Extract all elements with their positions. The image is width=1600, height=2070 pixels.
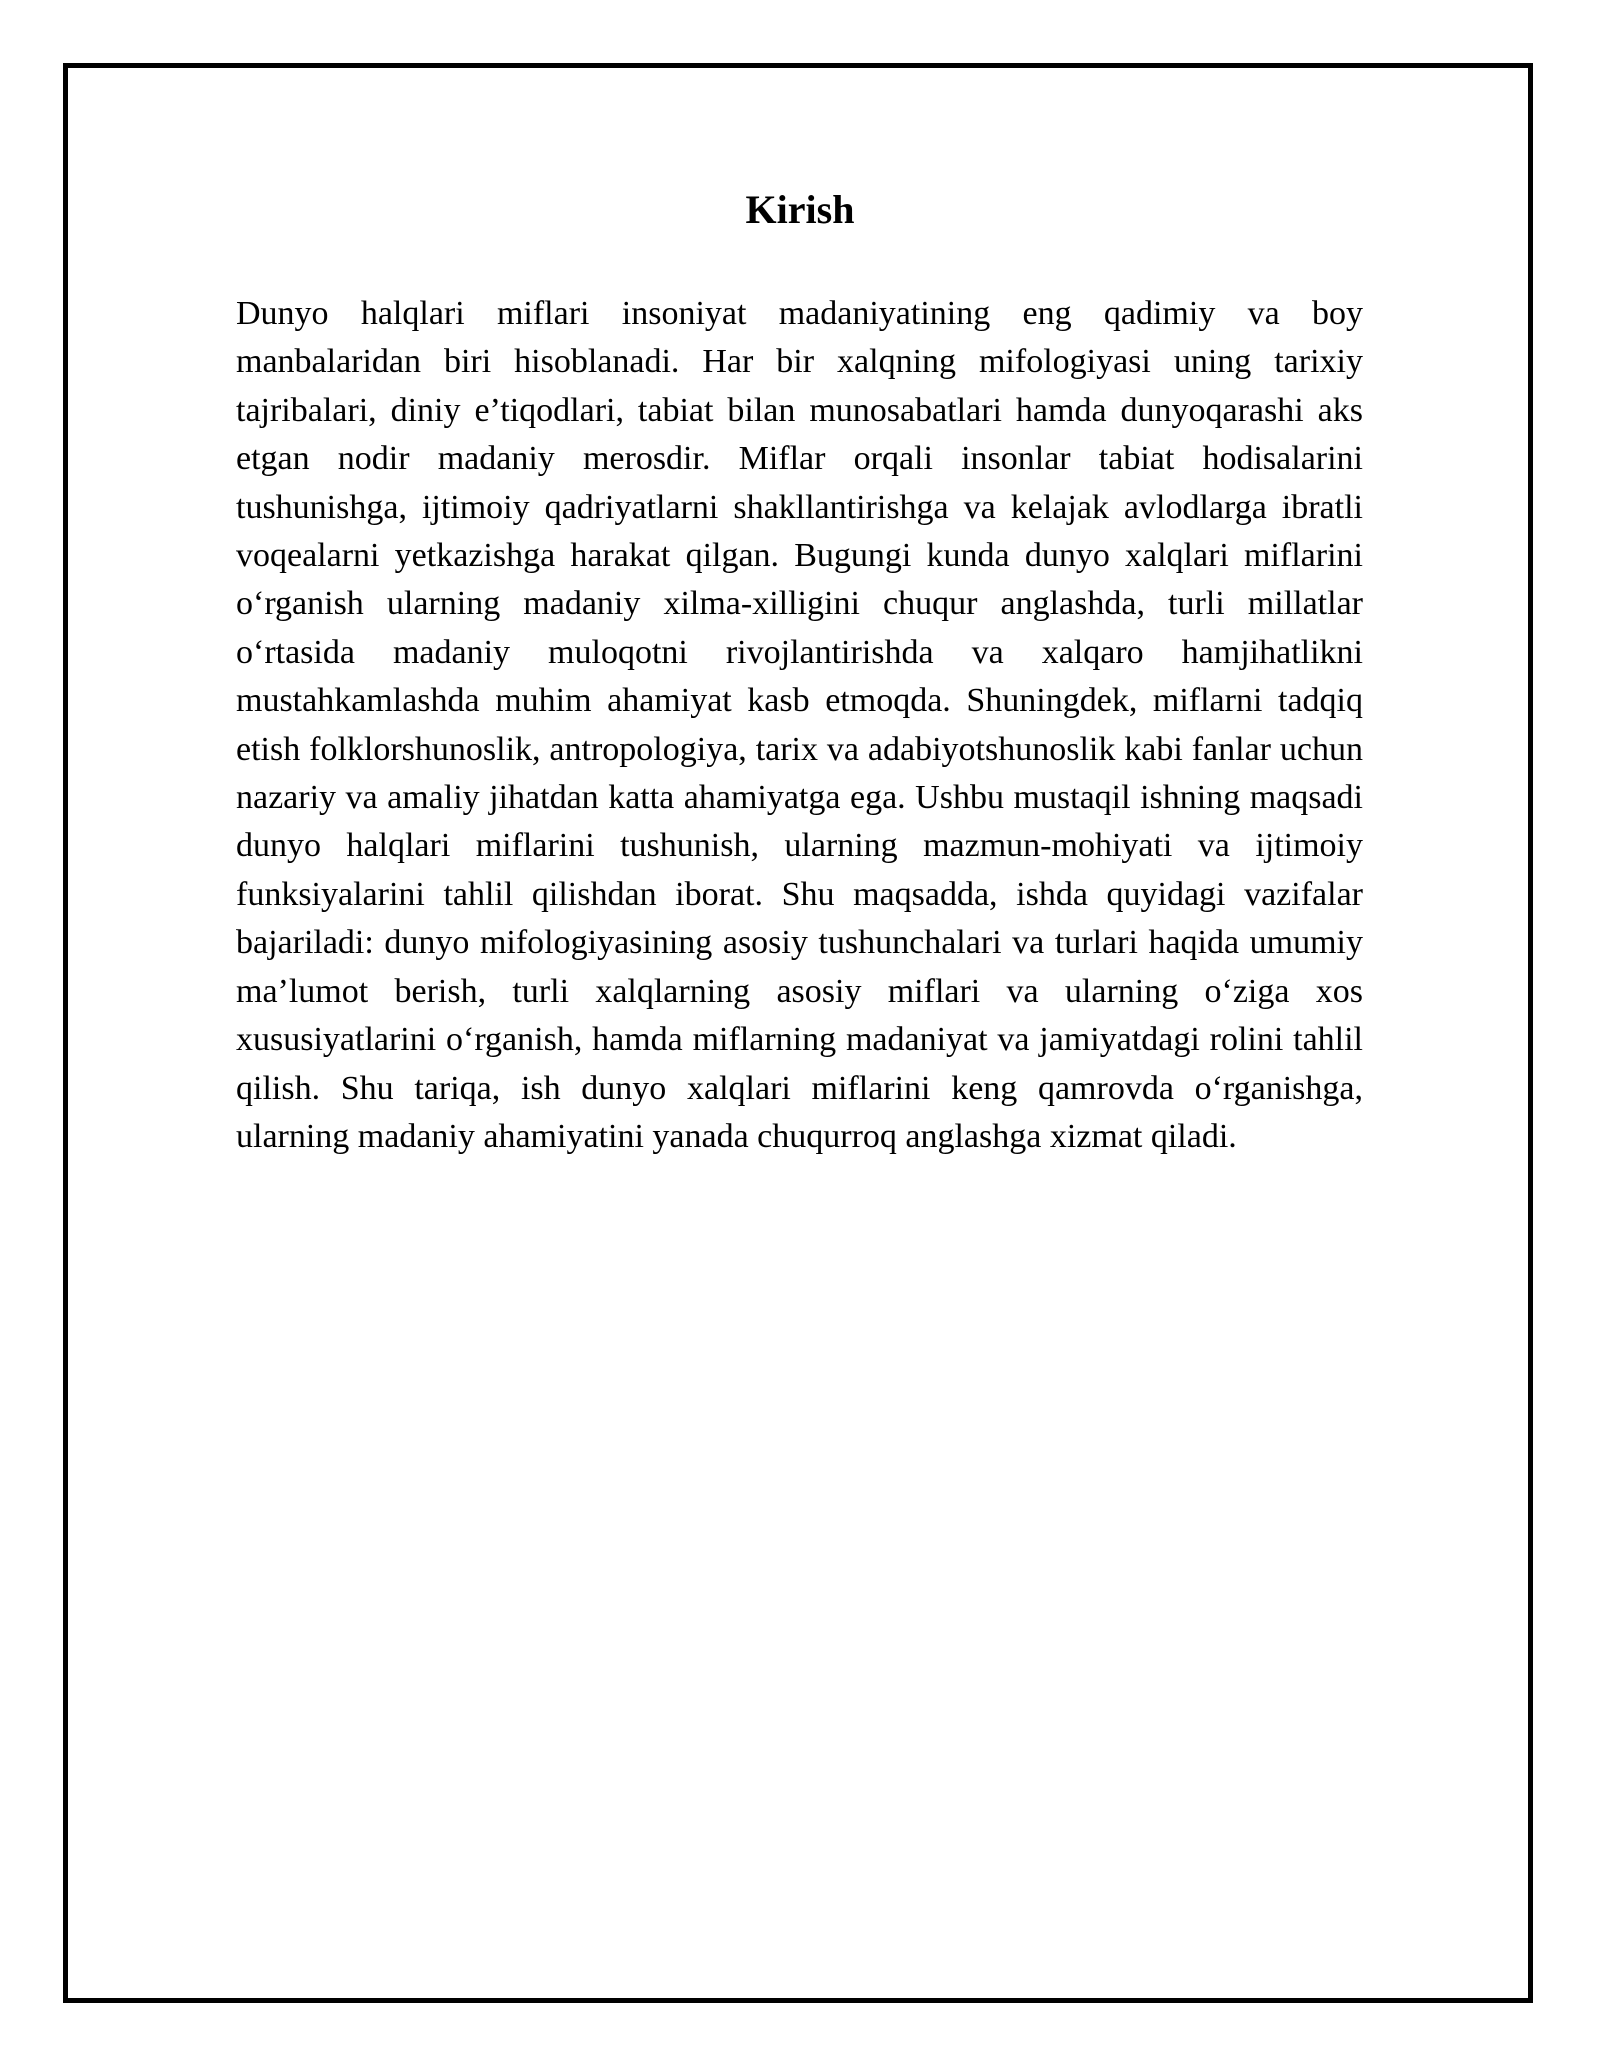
page-title: Kirish <box>745 187 855 232</box>
body-paragraph: Dunyo halqlari miflari insoniyat madaniyatining eng qadimiy va boy manbalaridan biri hisoblanadi. Har bir xalqning mifologiyasi uning tarixiy tajribalari, diniy e’tiqodlari, tabiat bilan munosabatlari hamda dunyoqarashi aks etgan nodir madaniy merosdir. Miflar orqali insonlar tabiat hodisalarini tushunishga, ijtimoiy qadriyatlarni shakllantirishga va kelajak avlodlarga ibratli voqealarni yetkazishga harakat qilgan. Bugungi kunda dunyo xalqlari miflarini o‘rganish ularning madaniy xilma-xilligini chuqur anglashda, turli millatlar o‘rtasida madaniy muloqotni rivojlantirishda va xalqaro hamjihatlikni mustahkamlashda muhim ahamiyat kasb etmoqda. Shuningdek, miflarni tadqiq etish folklorshunoslik, antropologiya, tarix va adabiyotshunoslik kabi fanlar uchun nazariy va amaliy jihatdan katta ahamiyatga ega. Ushbu mustaqil ishning maqsadi dunyo halqlari miflarini tushunish, ularning mazmun-mohiyati va ijtimoiy funksiyalarini tahlil qilishdan iborat. Shu maqsadda, ishda quyidagi vazifalar bajariladi: dunyo mifologiyasining asosiy tushunchalari va turlari haqida umumiy ma’lumot berish, turli xalqlarning asosiy miflari va ularning o‘ziga xos xususiyatlarini o‘rganish, hamda miflarning madaniyat va jamiyatdagi rolini tahlil qilish. Shu tariqa, ish dunyo xalqlari miflarini keng qamrovda o‘rganishga, ularning madaniy ahamiyatini yanada chuqurroq anglashga xizmat qiladi. <box>236 295 1363 1155</box>
